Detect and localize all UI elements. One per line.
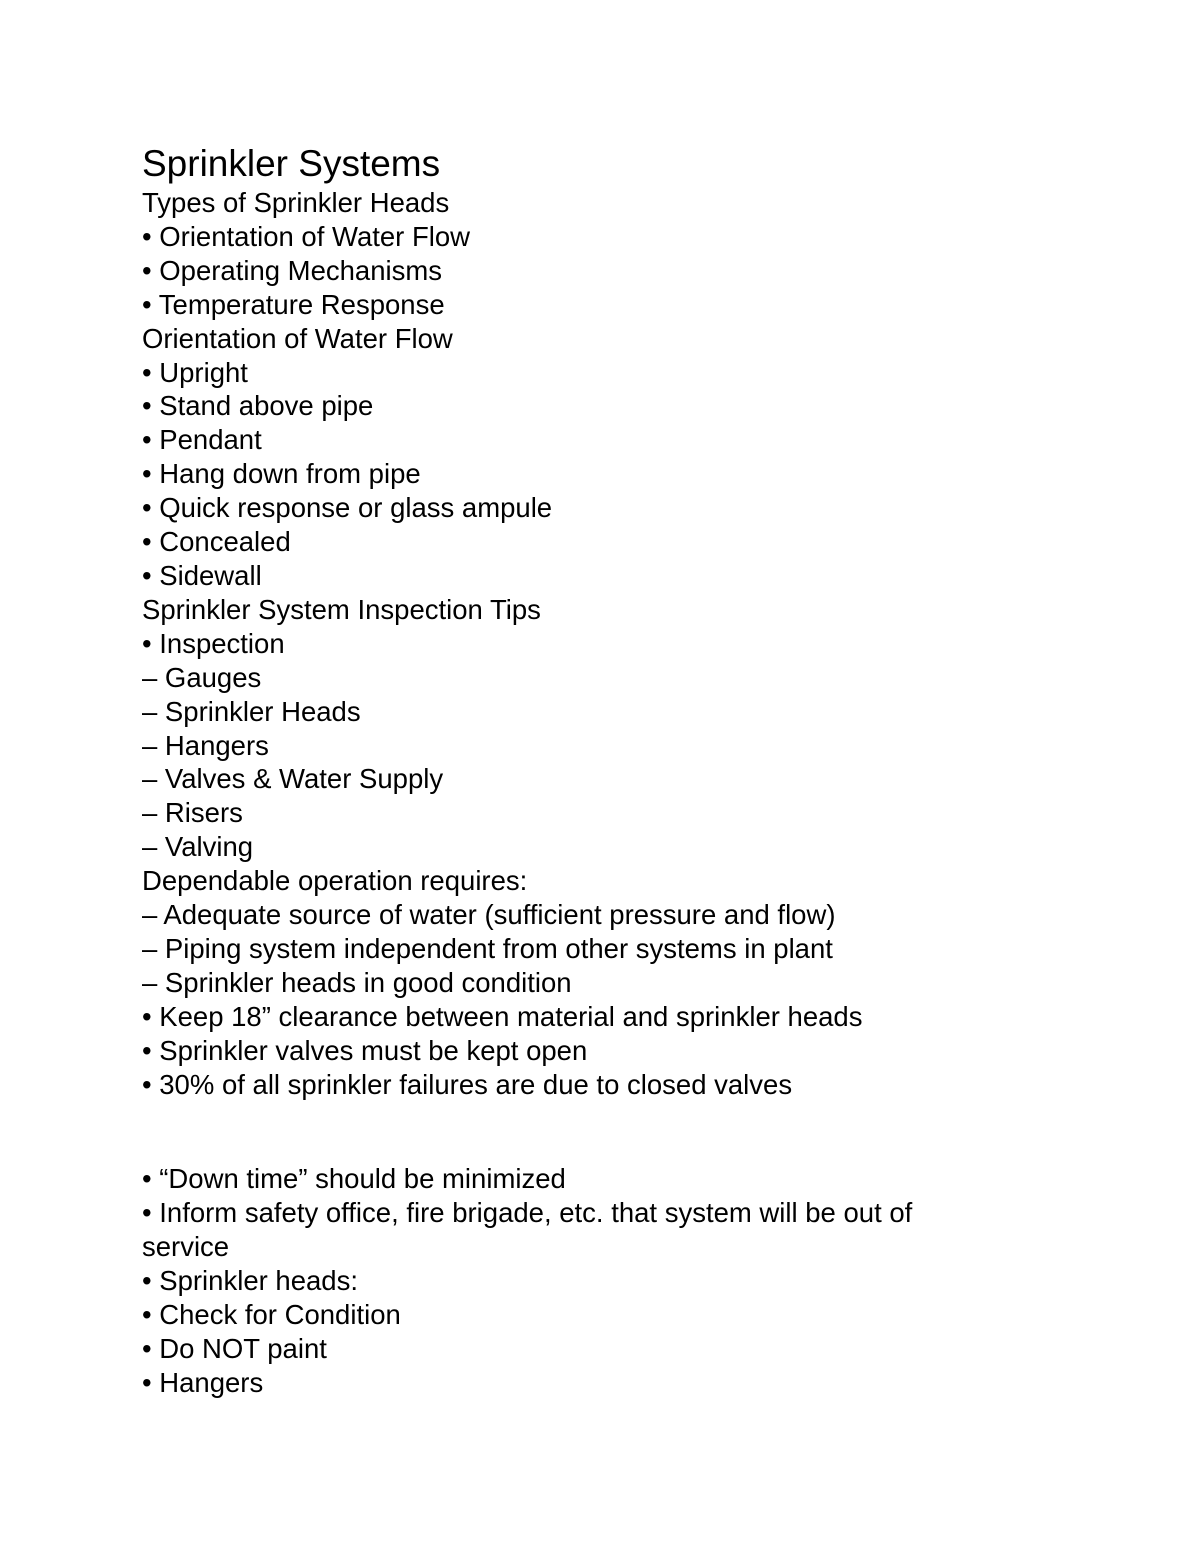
text-line: • Sprinkler valves must be kept open [142, 1034, 588, 1066]
text-line: Types of Sprinkler Heads [142, 187, 450, 218]
text-line: • Orientation of Water Flow [142, 220, 471, 252]
text-line: Orientation of Water Flow [142, 322, 453, 354]
text-line: – Valves & Water Supply [142, 763, 444, 795]
text-line: • Check for Condition [142, 1299, 401, 1331]
text-line: – Sprinkler heads in good condition [142, 966, 572, 998]
text-line: • Quick response or glass ampule [142, 492, 553, 524]
text-line: • Sprinkler heads: [142, 1265, 358, 1297]
text-line: – Piping system independent from other systems in plant [142, 932, 833, 964]
text-line: • “Down time” should be minimized [142, 1163, 566, 1195]
text-line: • Operating Mechanisms [142, 254, 443, 286]
text-line: • Do NOT paint [142, 1333, 327, 1364]
text-line: • Concealed [142, 526, 291, 558]
text-line: • Stand above pipe [142, 390, 374, 422]
text-line: • Upright [142, 356, 248, 388]
text-block-after-gap [142, 1162, 1002, 1399]
document-title: Sprinkler Systems [142, 143, 441, 184]
text-line: • Sidewall [142, 559, 262, 591]
document-content [142, 144, 1002, 1400]
text-line: • Hang down from pipe [142, 458, 421, 490]
text-line: – Valving [142, 831, 254, 863]
text-line: – Sprinkler Heads [142, 695, 361, 727]
paragraph-gap [142, 1101, 1002, 1162]
text-line: • 30% of all sprinkler failures are due to closed valves [142, 1068, 793, 1100]
text-line: • Inspection [142, 627, 285, 659]
text-line: • Temperature Response [142, 288, 445, 320]
text-line: Dependable operation requires: [142, 865, 528, 897]
text-line: Sprinkler System Inspection Tips [142, 593, 541, 625]
text-line: – Adequate source of water (sufficient pressure and flow) [142, 899, 836, 931]
text-line: • Keep 18” clearance between material and sprinkler heads [142, 1000, 863, 1032]
text-line-wrapped: • Inform safety office, fire brigade, etc. that system will be out of service [142, 1197, 913, 1263]
text-line: – Risers [142, 797, 243, 829]
text-line: • Pendant [142, 424, 262, 456]
text-block-main [142, 186, 1002, 1101]
text-line: – Hangers [142, 729, 269, 761]
text-line: – Gauges [142, 661, 262, 693]
text-line: • Hangers [142, 1366, 264, 1398]
